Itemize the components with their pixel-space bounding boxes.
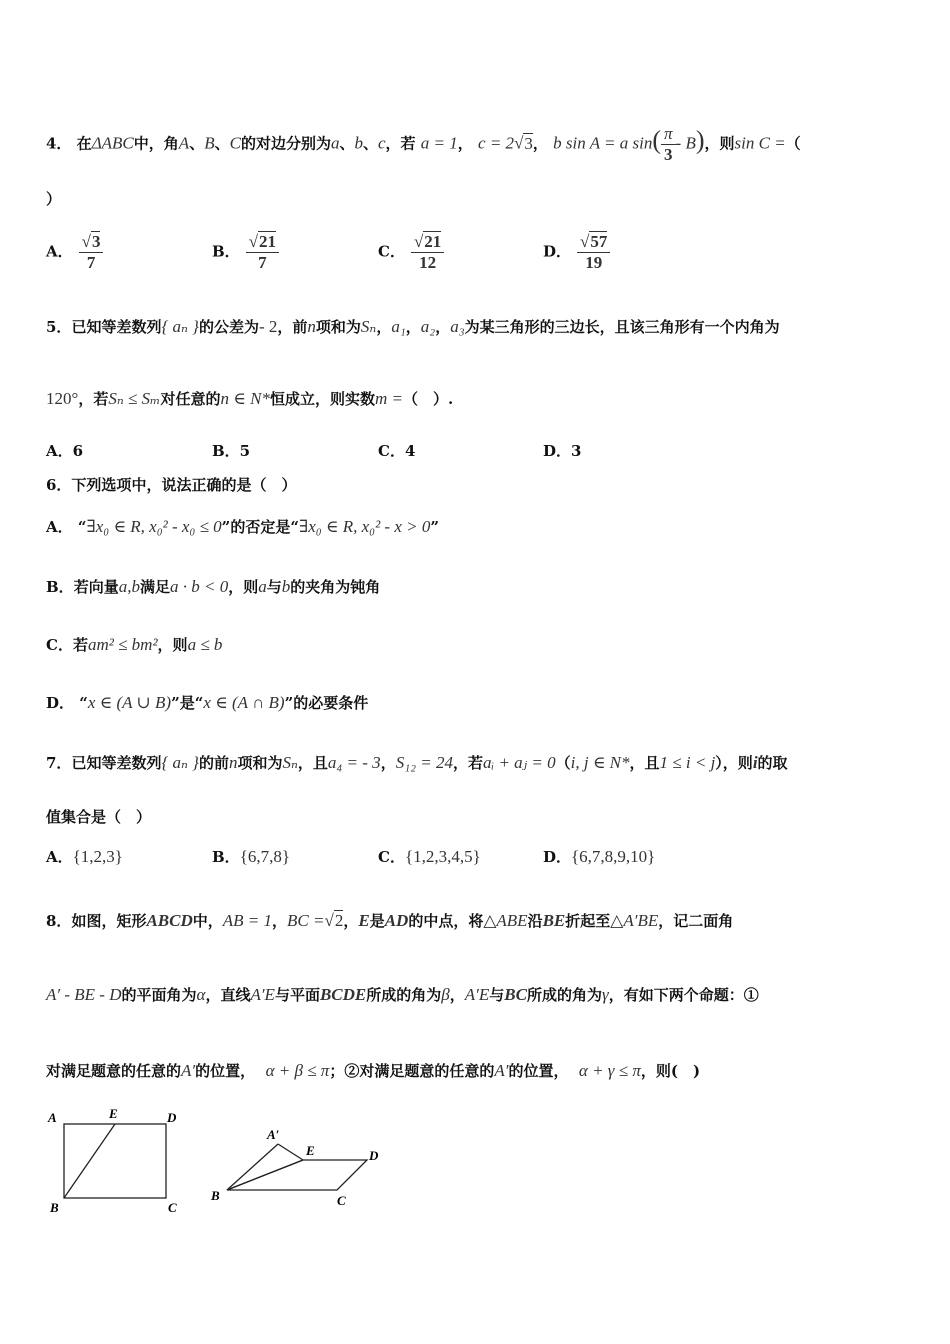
q4-option-b[interactable]: B． $\frac{√21}{7}$ bbox=[212, 232, 279, 273]
q5-option-c[interactable]: C．4 bbox=[378, 442, 416, 460]
base-bcde bbox=[227, 1160, 367, 1190]
label-d: D bbox=[167, 1110, 177, 1125]
label-d: D bbox=[369, 1148, 379, 1163]
q7-line2: 值集合是（ ） bbox=[46, 808, 152, 826]
q7-option-a[interactable]: A．{1,2,3} bbox=[46, 847, 123, 866]
q6-stem: 6．下列选项中，说法正确的是（ ） bbox=[46, 476, 297, 494]
q7-option-b[interactable]: B．{6,7,8} bbox=[212, 847, 291, 866]
q6-option-c[interactable]: C．若am² ≤ bm²，则a ≤ b bbox=[46, 635, 223, 654]
label-b: B bbox=[211, 1188, 220, 1203]
q7-option-d[interactable]: D．{6,7,8,9,10} bbox=[543, 847, 656, 866]
q4-line1: 4． 在ΔABC中，角A、B、C的对边分别为a、b、c，若 a = 1， c = 2√3， b sin A = a sin( $\frac{\pi}{3}$ - B)，则sin C =（ bbox=[46, 124, 801, 164]
q4-option-d[interactable]: D． $\frac{√57}{19}$ bbox=[543, 232, 610, 273]
segment-be bbox=[64, 1124, 115, 1198]
q5-option-a[interactable]: A．6 bbox=[46, 442, 84, 460]
q8-line1: 8．如图，矩形ABCD中，AB = 1，BC =√2，E是AD的中点，将△ABE沿BE折起至△A′BE，记二面角 bbox=[46, 911, 734, 930]
segment-ae bbox=[278, 1144, 303, 1160]
q5-line2: 120°，若Sₙ ≤ Sₘ对任意的n ∈ N*恒成立，则实数m =（ ）. bbox=[46, 389, 454, 408]
rect-abcd bbox=[64, 1124, 166, 1198]
q6-option-d[interactable]: D． “x ∈ (A ∪ B)”是“x ∈ (A ∩ B)”的必要条件 bbox=[46, 693, 369, 712]
label-c: C bbox=[337, 1193, 346, 1208]
q6-option-a[interactable]: A． “∃x₀ ∈ R, x₀² - x₀ ≤ 0”的否定是“∃x₀ ∈ R, x₀² - x > 0” bbox=[46, 517, 439, 536]
label-c: C bbox=[168, 1200, 177, 1215]
label-b: B bbox=[50, 1200, 59, 1215]
q8-figure-rectangle bbox=[40, 1104, 190, 1216]
q6-option-b[interactable]: B．若向量a,b满足a · b < 0，则a与b的夹角为钝角 bbox=[46, 577, 381, 596]
segment-ba bbox=[227, 1144, 278, 1190]
q7-option-c[interactable]: C．{1,2,3,4,5} bbox=[378, 847, 481, 866]
q4-option-c[interactable]: C． $\frac{√21}{12}$ bbox=[378, 232, 444, 273]
label-e: E bbox=[306, 1143, 315, 1158]
q8-figure-folded bbox=[205, 1124, 395, 1214]
q5-option-d[interactable]: D．3 bbox=[543, 442, 582, 460]
q4-close-paren: ） bbox=[46, 190, 62, 208]
q5-option-b[interactable]: B．5 bbox=[212, 442, 251, 460]
segment-be bbox=[227, 1160, 303, 1190]
label-a: A bbox=[48, 1110, 57, 1125]
q8-line2: A′ - BE - D的平面角为α，直线A′E与平面BCDE所成的角为β，A′E与BC所成的角为γ，有如下两个命题：① bbox=[46, 985, 759, 1004]
label-e: E bbox=[109, 1106, 118, 1121]
q8-line3: 对满足题意的任意的A′的位置， α + β ≤ π；②对满足题意的任意的A′的位置， α + γ ≤ π，则( ) bbox=[46, 1061, 701, 1080]
q7-line1: 7．已知等差数列{ aₙ }的前n项和为Sₙ，且a₄ = - 3，S₁₂ = 24，若aᵢ + aⱼ = 0（i, j ∈ N*，且1 ≤ i < j），则i的取 bbox=[46, 753, 788, 772]
q4-option-a[interactable]: A． $\frac{√3}{7}$ bbox=[46, 232, 103, 273]
label-a-prime: A′ bbox=[267, 1127, 280, 1142]
q5-line1: 5．已知等差数列{ aₙ }的公差为- 2，前n项和为Sₙ，a₁，a₂，a₃为某三角形的三边长，且该三角形有一个内角为 bbox=[46, 317, 780, 336]
